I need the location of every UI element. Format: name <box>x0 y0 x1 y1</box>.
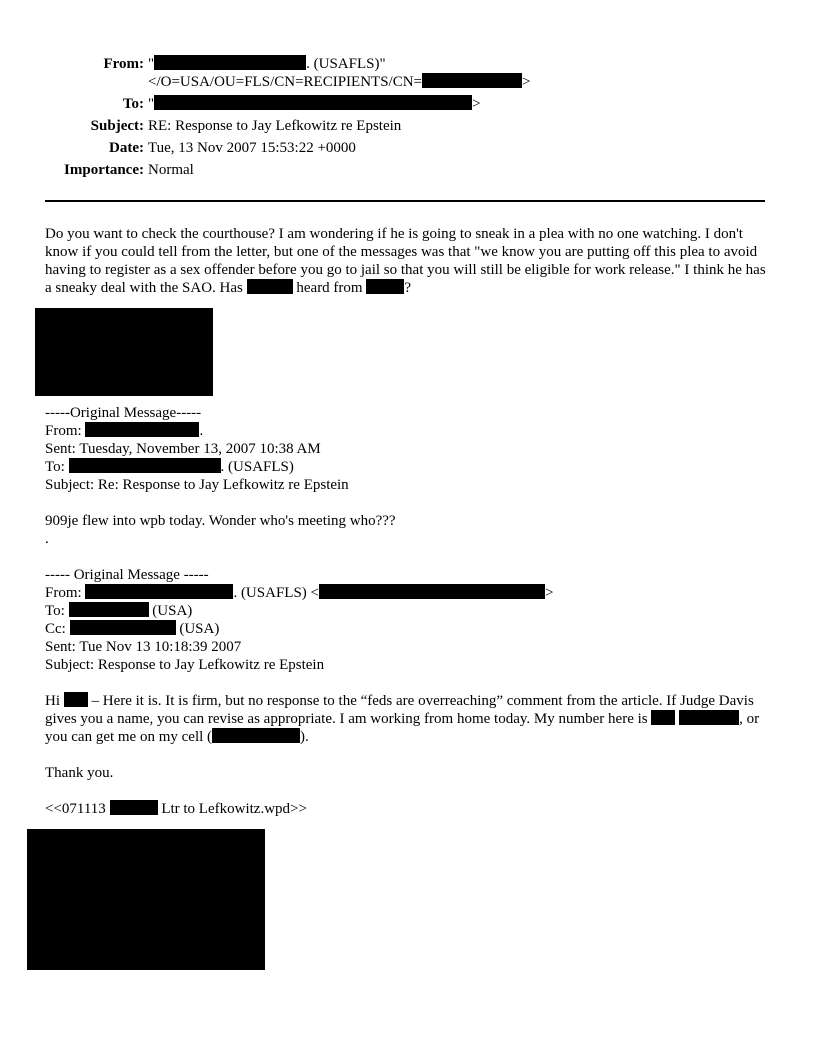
redaction <box>69 602 149 617</box>
msg1-dot: . <box>45 531 49 547</box>
redaction <box>154 55 306 70</box>
attachment-prefix: <<071113 <box>45 801 110 817</box>
redaction <box>679 710 739 725</box>
msg2-thanks: Thank you. <box>45 765 114 781</box>
redaction <box>212 728 300 743</box>
from-label: From: <box>103 56 144 72</box>
from-dn-suffix: > <box>522 74 531 90</box>
signature-redaction <box>27 829 265 970</box>
msg2-from <box>45 584 553 602</box>
msg2-from-mid: . (USAFLS) < <box>233 585 319 601</box>
from-quote: " <box>148 56 155 72</box>
reply-body <box>45 225 767 297</box>
date-value: Tue, 13 Nov 2007 15:53:22 +0000 <box>148 140 356 156</box>
importance-value: Normal <box>148 162 194 178</box>
redaction <box>69 458 221 473</box>
to-label: To: <box>122 96 144 112</box>
from-dn-prefix: </O=USA/OU=FLS/CN=RECIPIENTS/CN= <box>148 74 422 90</box>
reply-text-a: Do you want to check the courthouse? I am wondering if he is going to sneak in a plea with no one watching. I don't know if you could tell from the letter, but one of the messages was that "we know you are putting off this plea to avoid having to register as a sex offender before you go to jail so that you will still be eligible for work release." I think he has a sneaky deal with the SAO. Has <box>45 226 766 296</box>
redaction <box>366 279 404 294</box>
msg1-from <box>45 422 203 440</box>
reply-text-c: ? <box>404 280 412 296</box>
redaction <box>154 95 472 110</box>
msg2-cc <box>45 620 219 638</box>
to-quote: " <box>148 96 155 112</box>
msg1-sent: Sent: Tuesday, November 13, 2007 10:38 AM <box>45 441 321 457</box>
msg1-to-prefix: To: <box>45 459 69 475</box>
msg2-attachment[interactable] <box>45 800 307 818</box>
attachment-suffix: Ltr to Lefkowitz.wpd>> <box>157 801 307 817</box>
redaction <box>85 422 199 437</box>
msg2-to-suffix: (USA) <box>148 603 193 619</box>
from-value <box>148 55 386 73</box>
msg1-to-suffix: . (USAFLS) <box>220 459 294 475</box>
msg2-to <box>45 602 192 620</box>
to-suffix: > <box>472 96 481 112</box>
redaction <box>422 73 522 88</box>
redaction <box>319 584 545 599</box>
redaction <box>85 584 233 599</box>
signature-redaction <box>35 308 213 396</box>
msg2-text-c: , or you can get me on my cell ( <box>45 711 760 745</box>
msg1-from-suffix: . <box>199 423 204 439</box>
msg2-cc-suffix: (USA) <box>175 621 220 637</box>
redaction <box>70 620 176 635</box>
msg2-text-a: Hi <box>45 693 64 709</box>
header-divider <box>45 200 765 202</box>
msg2-from-prefix: From: <box>45 585 86 601</box>
msg2-sent: Sent: Tue Nov 13 10:18:39 2007 <box>45 639 242 655</box>
redaction <box>64 692 88 707</box>
to-value <box>148 95 481 113</box>
msg2-subject: Subject: Response to Jay Lefkowitz re Epstein <box>45 657 325 673</box>
email-header <box>0 0 816 190</box>
subject-label: Subject: <box>90 118 144 134</box>
redaction <box>247 279 293 294</box>
msg1-subject: Subject: Re: Response to Jay Lefkowitz re Epstein <box>45 477 349 493</box>
from-suffix: . (USAFLS)" <box>306 56 386 72</box>
msg2-text-d: ). <box>300 729 309 745</box>
msg2-body <box>45 692 767 746</box>
msg1-body: 909je flew into wpb today. Wonder who's meeting who??? <box>45 513 396 529</box>
redaction <box>651 710 675 725</box>
msg2-from-suffix: > <box>545 585 554 601</box>
subject-value: RE: Response to Jay Lefkowitz re Epstein <box>148 118 402 134</box>
importance-label: Importance: <box>64 162 144 178</box>
msg1-from-prefix: From: <box>45 423 86 439</box>
msg2-divider: ----- Original Message ----- <box>45 567 209 583</box>
msg2-text-b: – Here it is. It is firm, but no response to the “feds are overreaching” comment from the article. If Judge Davis gives you a name, you can revise as appropriate. I am working from home today. My number here is <box>45 693 754 727</box>
msg2-cc-prefix: Cc: <box>45 621 70 637</box>
msg1-divider: -----Original Message----- <box>45 405 202 421</box>
reply-text-b: heard from <box>292 280 367 296</box>
redaction <box>110 800 158 815</box>
date-label: Date: <box>109 140 144 156</box>
from-dn <box>148 73 530 91</box>
msg1-to <box>45 458 294 476</box>
msg2-to-prefix: To: <box>45 603 69 619</box>
